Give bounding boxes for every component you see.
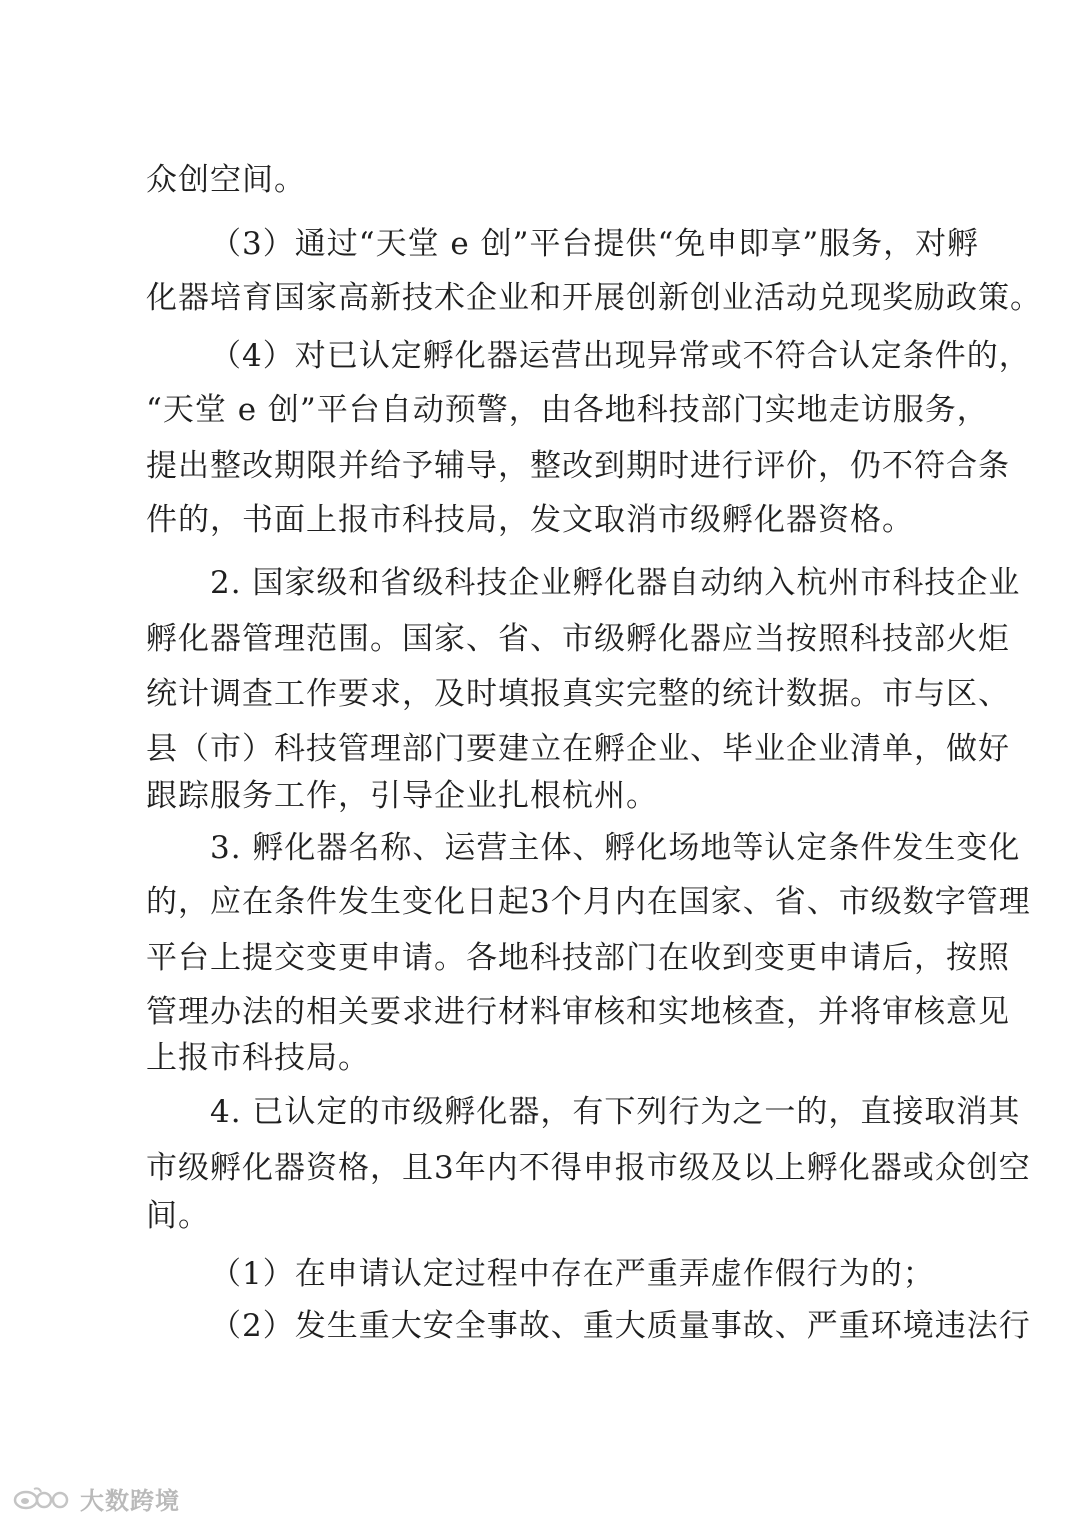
text-line: 4. 已认定的市级孵化器，有下列行为之一的，直接取消其	[210, 1094, 1021, 1130]
text-line: 2. 国家级和省级科技企业孵化器自动纳入杭州市科技企业	[210, 565, 1021, 601]
text-line: （4）对已认定孵化器运营出现异常或不符合认定条件的，	[210, 338, 1031, 374]
watermark-text: 大数跨境	[80, 1486, 180, 1515]
text-line: （3）通过“天堂 e 创”平台提供“免申即享”服务，对孵	[210, 226, 980, 262]
text-line: 管理办法的相关要求进行材料审核和实地核查，并将审核意见	[146, 994, 1010, 1030]
text-line: （2）发生重大安全事故、重大质量事故、严重环境违法行	[210, 1308, 1031, 1344]
text-line: 间。	[146, 1198, 210, 1234]
text-line: 跟踪服务工作，引导企业扎根杭州。	[146, 778, 658, 814]
text-line: 众创空间。	[146, 162, 306, 198]
text-line: 上报市科技局。	[146, 1040, 370, 1076]
text-line: 提出整改期限并给予辅导，整改到期时进行评价，仍不符合条	[146, 448, 1010, 484]
text-line: 平台上提交变更申请。各地科技部门在收到变更申请后，按照	[146, 940, 1010, 976]
text-line: 统计调查工作要求，及时填报真实完整的统计数据。市与区、	[146, 676, 1010, 712]
text-line: 市级孵化器资格，且3年内不得申报市级及以上孵化器或众创空	[146, 1150, 1031, 1186]
text-line: 化器培育国家高新技术企业和开展创新创业活动兑现奖励政策。	[146, 280, 1042, 316]
weibo-logo-icon	[12, 1483, 74, 1513]
text-line: 件的，书面上报市科技局，发文取消市级孵化器资格。	[146, 502, 914, 538]
text-line: “天堂 e 创”平台自动预警，由各地科技部门实地走访服务，	[146, 392, 989, 428]
text-line: 的，应在条件发生变化日起3个月内在国家、省、市级数字管理	[146, 884, 1031, 920]
text-line: （1）在申请认定过程中存在严重弄虚作假行为的；	[210, 1256, 935, 1292]
watermark	[12, 1480, 180, 1516]
text-line: 孵化器管理范围。国家、省、市级孵化器应当按照科技部火炬	[146, 621, 1010, 657]
text-line: 3. 孵化器名称、运营主体、孵化场地等认定条件发生变化	[210, 830, 1021, 866]
text-line: 县（市）科技管理部门要建立在孵企业、毕业企业清单，做好	[146, 731, 1010, 767]
